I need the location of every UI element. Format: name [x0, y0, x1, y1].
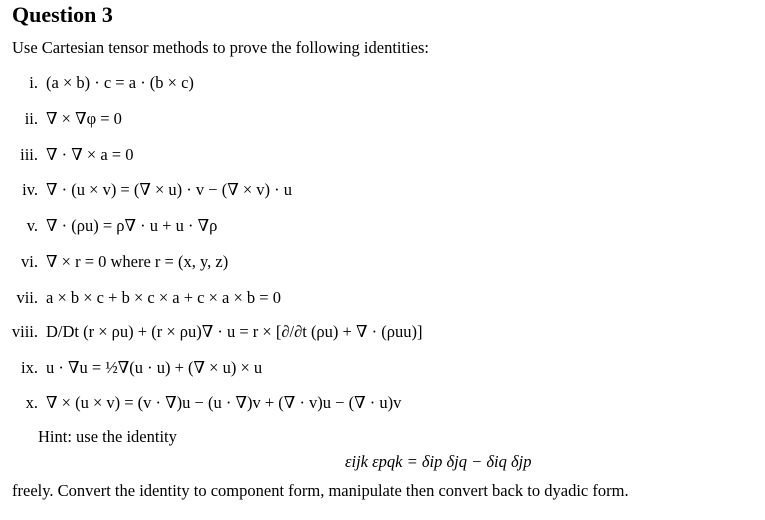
item-expression: (a × b) · c = a · (b × c) — [46, 73, 194, 92]
item-expression: ∇ × r = 0 where r = (x, y, z) — [46, 252, 229, 271]
item-expression: D/Dt (r × ρu) + (r × ρu)∇ · u = r × [∂/∂t (ρu) + ∇ · (ρuu)] — [46, 322, 423, 341]
item-expression: ∇ · (u × v) = (∇ × u) · v − (∇ × v) · u — [46, 180, 293, 199]
question-title: Question 3 — [12, 2, 113, 27]
item-number: vii. — [16, 288, 38, 307]
item-number: ii. — [24, 109, 38, 128]
hint-text: Hint: use the identity — [38, 427, 177, 446]
item-expression: u · ∇u = ½∇(u · u) + (∇ × u) × u — [46, 358, 263, 377]
item-number: iv. — [22, 180, 38, 199]
item-number: iii. — [20, 145, 38, 164]
identity-equation: εijk εpqk = δip δjq − δiq δjp — [345, 452, 532, 471]
footer-text: freely. Convert the identity to component form, manipulate then convert back to dyadic form. — [12, 481, 629, 500]
item-expression: ∇ × (u × v) = (v · ∇)u − (u · ∇)v + (∇ · v)u − (∇ · u)v — [46, 393, 402, 412]
item-number: x. — [25, 393, 38, 412]
item-number: i. — [29, 73, 38, 92]
question-intro: Use Cartesian tensor methods to prove the following identities: — [12, 38, 430, 57]
item-expression: ∇ × ∇φ = 0 — [46, 109, 122, 128]
item-number: ix. — [21, 358, 38, 377]
item-number: v. — [26, 216, 38, 235]
item-number: viii. — [11, 322, 38, 341]
item-number: vi. — [21, 252, 38, 271]
item-expression: ∇ · ∇ × a = 0 — [46, 145, 134, 164]
item-expression: a × b × c + b × c × a + c × a × b = 0 — [46, 288, 281, 307]
item-expression: ∇ · (ρu) = ρ∇ · u + u · ∇ρ — [46, 216, 218, 235]
